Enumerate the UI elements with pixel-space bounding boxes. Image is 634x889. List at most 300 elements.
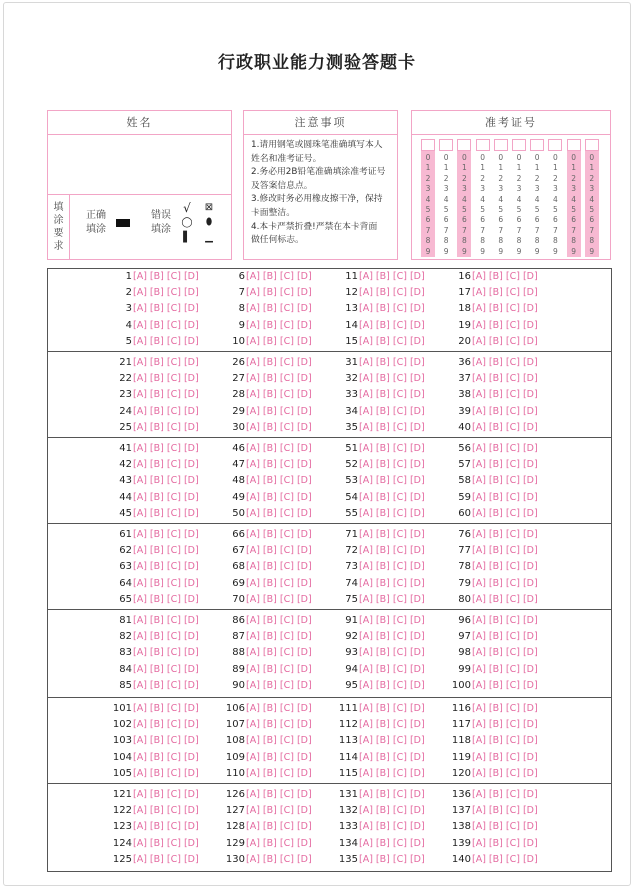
answer-options[interactable]: [A] [B] [C] [D] (359, 389, 425, 401)
name-input-area[interactable] (48, 135, 231, 195)
exam-digit-bubble[interactable]: 5 (443, 205, 449, 214)
answer-options[interactable]: [A] [B] [C] [D] (133, 679, 199, 691)
question-number: 32 (345, 373, 358, 385)
exam-digit-bubble[interactable]: 2 (480, 173, 485, 183)
question-number: 29 (232, 405, 245, 417)
exam-digit-bubble[interactable]: 8 (534, 236, 540, 246)
exam-digit-bubble[interactable]: 4 (425, 194, 431, 204)
answer-options[interactable]: [A] [B] [C] [D] (472, 287, 538, 299)
answer-options[interactable]: [A] [B] [C] [D] (472, 719, 538, 731)
answer-options[interactable]: [A] [B] [C] [D] (133, 615, 199, 626)
question-number: 119 (451, 751, 471, 763)
question-number: 10 (232, 335, 245, 347)
answer-options[interactable]: [A] [B] [C] [D] (246, 421, 312, 433)
exam-digit-column (585, 139, 599, 257)
answer-options[interactable]: [A] [B] [C] [D] (246, 821, 312, 833)
answer-options[interactable]: [A] [B] [C] [D] (472, 853, 538, 865)
exam-digit-bubble[interactable]: 4 (498, 194, 504, 204)
exam-digit-bubble[interactable]: 0 (589, 153, 595, 162)
answer-options[interactable]: [A] [B] [C] [D] (472, 529, 538, 540)
answer-options[interactable]: [A] [B] [C] [D] (246, 529, 312, 540)
exam-digit-bubble[interactable]: 3 (571, 184, 576, 194)
exam-digit-bubble[interactable]: 3 (589, 184, 595, 194)
exam-digit-bubble[interactable]: 9 (498, 246, 504, 256)
exam-digit-bubble[interactable]: 6 (462, 215, 467, 225)
answer-options[interactable]: [A] [B] [C] [D] (246, 443, 312, 454)
question-number: 134 (338, 837, 358, 849)
question-number: 116 (451, 703, 471, 714)
exam-digit-bubble[interactable]: 0 (571, 153, 576, 162)
answer-options[interactable]: [A] [B] [C] [D] (246, 767, 312, 779)
answer-options[interactable]: [A] [B] [C] [D] (133, 631, 199, 643)
answer-options[interactable]: [A] [B] [C] [D] (246, 357, 312, 368)
exam-digit-bubble[interactable]: 8 (443, 236, 449, 246)
correct-fill-mark-icon (116, 219, 130, 227)
answer-options[interactable]: [A] [B] [C] [D] (246, 545, 312, 557)
answer-options[interactable]: [A] [B] [C] [D] (246, 853, 312, 865)
exam-digit-bubble[interactable]: 1 (498, 163, 504, 173)
answer-options[interactable]: [A] [B] [C] [D] (359, 443, 425, 454)
exam-digit-bubble[interactable]: 2 (589, 173, 595, 183)
exam-digit-bubble[interactable]: 6 (443, 215, 449, 225)
answer-options[interactable]: [A] [B] [C] [D] (359, 529, 425, 540)
exam-digit-bubble[interactable]: 9 (462, 246, 467, 256)
answer-options[interactable]: [A] [B] [C] [D] (359, 459, 425, 471)
answer-options[interactable]: [A] [B] [C] [D] (359, 545, 425, 557)
answer-options[interactable]: [A] [B] [C] [D] (133, 837, 199, 849)
answer-options[interactable]: [A] [B] [C] [D] (246, 491, 312, 503)
exam-digit-bubble[interactable]: 1 (553, 163, 558, 173)
exam-digit-bubble[interactable]: 1 (443, 163, 449, 173)
answer-options[interactable]: [A] [B] [C] [D] (246, 373, 312, 385)
exam-digit-write-cell[interactable] (494, 139, 508, 151)
question-number: 8 (238, 303, 245, 315)
exam-digit-bubble[interactable]: 6 (498, 215, 504, 225)
answer-options[interactable]: [A] [B] [C] [D] (133, 735, 199, 747)
exam-digit-bubble[interactable]: 0 (516, 153, 522, 162)
question-number: 70 (232, 593, 245, 605)
question-number: 18 (458, 303, 471, 315)
exam-digit-bubble[interactable]: 9 (443, 246, 449, 256)
notes-header: 注意事项 (244, 111, 397, 135)
answer-options[interactable]: [A] [B] [C] [D] (359, 663, 425, 675)
answer-options[interactable]: [A] [B] [C] [D] (133, 529, 199, 540)
answer-options[interactable]: [A] [B] [C] [D] (359, 287, 425, 299)
answer-options[interactable]: [A] [B] [C] [D] (472, 421, 538, 433)
exam-digit-bubble[interactable]: 2 (443, 173, 449, 183)
exam-digit-bubble[interactable]: 5 (516, 205, 522, 214)
answer-options[interactable]: [A] [B] [C] [D] (246, 389, 312, 401)
answer-options[interactable]: [A] [B] [C] [D] (133, 459, 199, 471)
question-number: 93 (345, 647, 358, 659)
question-number: 15 (345, 335, 358, 347)
exam-digit-bubble[interactable]: 1 (480, 163, 485, 173)
answer-options[interactable]: [A] [B] [C] [D] (472, 615, 538, 626)
question-number: 22 (119, 373, 132, 385)
exam-digit-bubble[interactable]: 0 (443, 153, 449, 162)
exam-digit-bubble[interactable]: 3 (462, 184, 467, 194)
question-number: 40 (458, 421, 471, 433)
answer-options[interactable]: [A] [B] [C] [D] (133, 767, 199, 779)
answer-options[interactable]: [A] [B] [C] [D] (472, 789, 538, 800)
answer-options[interactable]: [A] [B] [C] [D] (246, 577, 312, 589)
answer-options[interactable]: [A] [B] [C] [D] (246, 719, 312, 731)
exam-digit-write-cell[interactable] (512, 139, 526, 151)
exam-digit-bubble[interactable]: 2 (571, 173, 576, 183)
answer-options[interactable]: [A] [B] [C] [D] (133, 287, 199, 299)
exam-digit-bubble[interactable]: 7 (498, 225, 504, 235)
exam-digit-bubble[interactable]: 3 (553, 184, 558, 194)
answer-options[interactable]: [A] [B] [C] [D] (359, 561, 425, 573)
answer-options[interactable]: [A] [B] [C] [D] (359, 703, 425, 714)
answer-options[interactable]: [A] [B] [C] [D] (359, 821, 425, 833)
answer-options[interactable]: [A] [B] [C] [D] (359, 373, 425, 385)
answer-options[interactable]: [A] [B] [C] [D] (133, 491, 199, 503)
answer-options[interactable]: [A] [B] [C] [D] (246, 751, 312, 763)
answer-options[interactable]: [A] [B] [C] [D] (246, 735, 312, 747)
answer-options[interactable]: [A] [B] [C] [D] (133, 561, 199, 573)
answer-options[interactable]: [A] [B] [C] [D] (472, 703, 538, 714)
answer-options[interactable]: [A] [B] [C] [D] (246, 561, 312, 573)
answer-options[interactable]: [A] [B] [C] [D] (472, 561, 538, 573)
exam-digit-bubble[interactable]: 3 (534, 184, 540, 194)
exam-digit-column (476, 139, 490, 257)
answer-options[interactable]: [A] [B] [C] [D] (472, 475, 538, 487)
answer-options[interactable]: [A] [B] [C] [D] (359, 615, 425, 626)
answer-options[interactable]: [A] [B] [C] [D] (472, 679, 538, 691)
question-number: 108 (225, 735, 245, 747)
answer-options[interactable]: [A] [B] [C] [D] (133, 577, 199, 589)
exam-digit-write-cell[interactable] (548, 139, 562, 151)
answer-options[interactable]: [A] [B] [C] [D] (359, 421, 425, 433)
answer-options[interactable]: [A] [B] [C] [D] (133, 853, 199, 865)
answer-options[interactable]: [A] [B] [C] [D] (472, 577, 538, 589)
exam-digit-bubble[interactable]: 7 (480, 225, 485, 235)
answer-options[interactable]: [A] [B] [C] [D] (246, 837, 312, 849)
answer-options[interactable]: [A] [B] [C] [D] (246, 647, 312, 659)
fill-label-char: 涂 (53, 215, 64, 226)
answer-options[interactable]: [A] [B] [C] [D] (359, 853, 425, 865)
answer-options[interactable]: [A] [B] [C] [D] (472, 335, 538, 347)
answer-options[interactable]: [A] [B] [C] [D] (359, 335, 425, 347)
question-number: 91 (345, 615, 358, 626)
exam-digit-bubble[interactable]: 7 (589, 225, 595, 235)
answer-options[interactable]: [A] [B] [C] [D] (472, 507, 538, 519)
answer-options[interactable]: [A] [B] [C] [D] (472, 545, 538, 557)
answer-options[interactable]: [A] [B] [C] [D] (133, 475, 199, 487)
answer-options[interactable]: [A] [B] [C] [D] (359, 271, 425, 282)
exam-digit-bubble[interactable]: 5 (425, 205, 431, 214)
question-number: 79 (458, 577, 471, 589)
exam-digit-bubble[interactable]: 1 (571, 163, 576, 173)
answer-options[interactable]: [A] [B] [C] [D] (246, 335, 312, 347)
answer-options[interactable]: [A] [B] [C] [D] (359, 507, 425, 519)
question-number: 4 (125, 319, 132, 331)
answer-options[interactable]: [A] [B] [C] [D] (472, 663, 538, 675)
exam-number-header: 准考证号 (412, 111, 610, 135)
exam-digit-write-cell[interactable] (585, 139, 599, 151)
answer-options[interactable]: [A] [B] [C] [D] (472, 373, 538, 385)
answer-options[interactable]: [A] [B] [C] [D] (472, 303, 538, 315)
question-number: 83 (119, 647, 132, 659)
answer-options[interactable]: [A] [B] [C] [D] (246, 459, 312, 471)
exam-digit-bubble[interactable]: 4 (571, 194, 576, 204)
answer-options[interactable]: [A] [B] [C] [D] (133, 271, 199, 282)
exam-digit-bubble[interactable]: 3 (425, 184, 431, 194)
exam-digit-bubble[interactable]: 5 (553, 205, 558, 214)
answer-options[interactable]: [A] [B] [C] [D] (472, 443, 538, 454)
answer-options[interactable]: [A] [B] [C] [D] (359, 789, 425, 800)
answer-options[interactable]: [A] [B] [C] [D] (246, 287, 312, 299)
exam-digit-bubble[interactable]: 4 (516, 194, 522, 204)
answer-options[interactable]: [A] [B] [C] [D] (133, 789, 199, 800)
answer-options[interactable]: [A] [B] [C] [D] (133, 545, 199, 557)
exam-digit-bubble[interactable]: 6 (425, 215, 431, 225)
exam-digit-write-cell[interactable] (567, 139, 581, 151)
answer-options[interactable]: [A] [B] [C] [D] (359, 405, 425, 417)
answer-options[interactable]: [A] [B] [C] [D] (472, 647, 538, 659)
exam-digit-bubble[interactable]: 0 (534, 153, 540, 162)
answer-options[interactable]: [A] [B] [C] [D] (359, 593, 425, 605)
exam-digit-bubble[interactable]: 8 (516, 236, 522, 246)
exam-digit-bubble[interactable]: 5 (462, 205, 467, 214)
exam-digit-bubble[interactable]: 7 (534, 225, 540, 235)
exam-digit-bubble[interactable]: 0 (425, 153, 431, 162)
question-number: 19 (458, 319, 471, 331)
answer-options[interactable]: [A] [B] [C] [D] (472, 837, 538, 849)
answer-options[interactable]: [A] [B] [C] [D] (472, 631, 538, 643)
exam-digit-bubble[interactable]: 8 (480, 236, 485, 246)
group-divider (48, 437, 611, 438)
answer-options[interactable]: [A] [B] [C] [D] (133, 703, 199, 714)
exam-digit-column (457, 139, 471, 257)
exam-digit-bubble[interactable]: 2 (425, 173, 431, 183)
answer-options[interactable]: [A] [B] [C] [D] (359, 805, 425, 817)
question-number: 9 (238, 319, 245, 331)
exam-digit-bubble[interactable]: 5 (589, 205, 595, 214)
exam-digit-bubble[interactable]: 4 (462, 194, 467, 204)
exam-digit-bubble[interactable]: 8 (462, 236, 467, 246)
question-number: 132 (338, 805, 358, 817)
exam-digit-bubble[interactable]: 1 (589, 163, 595, 173)
exam-digit-bubble[interactable]: 4 (589, 194, 595, 204)
exam-digit-bubble[interactable]: 6 (589, 215, 595, 225)
exam-digit-bubble[interactable]: 4 (480, 194, 485, 204)
answer-options[interactable]: [A] [B] [C] [D] (246, 303, 312, 315)
exam-digit-bubble[interactable]: 4 (553, 194, 558, 204)
exam-digit-bubble[interactable]: 2 (553, 173, 558, 183)
exam-digit-bubble[interactable]: 2 (498, 173, 504, 183)
exam-digit-bubble[interactable]: 5 (571, 205, 576, 214)
question-number: 64 (119, 577, 132, 589)
exam-digit-bubble[interactable]: 0 (498, 153, 504, 162)
answer-options[interactable]: [A] [B] [C] [D] (359, 837, 425, 849)
exam-digit-bubble[interactable]: 6 (480, 215, 485, 225)
exam-digit-column (439, 139, 453, 257)
answer-options[interactable]: [A] [B] [C] [D] (133, 663, 199, 675)
exam-digit-bubble[interactable]: 0 (553, 153, 558, 162)
exam-digit-bubble[interactable]: 6 (534, 215, 540, 225)
exam-digit-bubble[interactable]: 9 (425, 246, 431, 256)
exam-digit-bubble[interactable]: 8 (498, 236, 504, 246)
answer-options[interactable]: [A] [B] [C] [D] (359, 357, 425, 368)
answer-options[interactable]: [A] [B] [C] [D] (359, 679, 425, 691)
answer-options[interactable]: [A] [B] [C] [D] (246, 789, 312, 800)
question-number: 53 (345, 475, 358, 487)
answer-options[interactable]: [A] [B] [C] [D] (472, 751, 538, 763)
answer-options[interactable]: [A] [B] [C] [D] (246, 663, 312, 675)
group-divider (48, 351, 611, 352)
answer-options[interactable]: [A] [B] [C] [D] (359, 491, 425, 503)
exam-digit-bubble[interactable]: 8 (589, 236, 595, 246)
exam-digit-write-cell[interactable] (476, 139, 490, 151)
answer-options[interactable]: [A] [B] [C] [D] (359, 303, 425, 315)
exam-digit-bubble[interactable]: 7 (571, 225, 576, 235)
answer-options[interactable]: [A] [B] [C] [D] (133, 389, 199, 401)
answer-options[interactable]: [A] [B] [C] [D] (472, 319, 538, 331)
exam-digit-write-cell[interactable] (530, 139, 544, 151)
exam-digit-bubble[interactable]: 7 (443, 225, 449, 235)
answer-options[interactable]: [A] [B] [C] [D] (133, 421, 199, 433)
exam-digit-bubble[interactable]: 9 (553, 246, 558, 256)
answer-options[interactable]: [A] [B] [C] [D] (359, 719, 425, 731)
answer-options[interactable]: [A] [B] [C] [D] (472, 389, 538, 401)
answer-options[interactable]: [A] [B] [C] [D] (359, 647, 425, 659)
exam-digit-bubble[interactable]: 9 (480, 246, 485, 256)
exam-digit-bubble[interactable]: 3 (443, 184, 449, 194)
answer-options[interactable]: [A] [B] [C] [D] (133, 303, 199, 315)
exam-digit-bubble[interactable]: 1 (534, 163, 540, 173)
exam-digit-write-cell[interactable] (439, 139, 453, 151)
answer-options[interactable]: [A] [B] [C] [D] (246, 475, 312, 487)
exam-digit-bubble[interactable]: 4 (534, 194, 540, 204)
exam-digit-bubble[interactable]: 6 (516, 215, 522, 225)
exam-digit-bubble[interactable]: 3 (498, 184, 504, 194)
answer-options[interactable]: [A] [B] [C] [D] (246, 703, 312, 714)
answer-options[interactable]: [A] [B] [C] [D] (359, 475, 425, 487)
answer-options[interactable]: [A] [B] [C] [D] (133, 443, 199, 454)
answer-options[interactable]: [A] [B] [C] [D] (133, 805, 199, 817)
exam-digit-bubble[interactable]: 2 (462, 173, 467, 183)
exam-digit-bubble[interactable]: 9 (534, 246, 540, 256)
answer-options[interactable]: [A] [B] [C] [D] (359, 577, 425, 589)
exam-digit-write-cell[interactable] (421, 139, 435, 151)
exam-digit-bubble[interactable]: 7 (516, 225, 522, 235)
answer-options[interactable]: [A] [B] [C] [D] (472, 405, 538, 417)
answer-options[interactable]: [A] [B] [C] [D] (246, 631, 312, 643)
question-number: 24 (119, 405, 132, 417)
exam-digit-bubble[interactable]: 6 (571, 215, 576, 225)
exam-digit-bubble[interactable]: 8 (571, 236, 576, 246)
answer-options[interactable]: [A] [B] [C] [D] (359, 631, 425, 643)
answer-options[interactable]: [A] [B] [C] [D] (246, 615, 312, 626)
answer-options[interactable]: [A] [B] [C] [D] (133, 373, 199, 385)
exam-digit-write-cell[interactable] (457, 139, 471, 151)
exam-number-box (411, 110, 611, 260)
correct-fill-label (86, 209, 106, 237)
exam-digit-bubble[interactable]: 4 (443, 194, 449, 204)
answer-options[interactable]: [A] [B] [C] [D] (133, 821, 199, 833)
answer-options[interactable]: [A] [B] [C] [D] (472, 271, 538, 282)
question-number: 100 (451, 679, 471, 691)
answer-options[interactable]: [A] [B] [C] [D] (133, 405, 199, 417)
answer-options[interactable]: [A] [B] [C] [D] (472, 821, 538, 833)
question-number: 130 (225, 853, 245, 865)
notes-box (243, 110, 398, 260)
answer-options[interactable]: [A] [B] [C] [D] (359, 751, 425, 763)
answer-options[interactable]: [A] [B] [C] [D] (359, 767, 425, 779)
answer-options[interactable]: [A] [B] [C] [D] (472, 805, 538, 817)
answer-options[interactable]: [A] [B] [C] [D] (133, 319, 199, 331)
exam-digit-bubble[interactable]: 2 (534, 173, 540, 183)
question-number: 54 (345, 491, 358, 503)
note-line: 姓名和准考证号。 (251, 153, 322, 164)
answer-options[interactable]: [A] [B] [C] [D] (472, 593, 538, 605)
answer-options[interactable]: [A] [B] [C] [D] (133, 751, 199, 763)
question-number: 25 (119, 421, 132, 433)
exam-digit-bubble[interactable]: 7 (462, 225, 467, 235)
exam-digit-bubble[interactable]: 9 (571, 246, 576, 256)
answer-options[interactable]: [A] [B] [C] [D] (133, 335, 199, 347)
exam-digit-bubble[interactable]: 1 (462, 163, 467, 173)
answer-options[interactable]: [A] [B] [C] [D] (359, 319, 425, 331)
exam-digit-bubble[interactable]: 9 (516, 246, 522, 256)
answer-options[interactable]: [A] [B] [C] [D] (246, 271, 312, 282)
exam-digit-bubble[interactable]: 0 (480, 153, 485, 162)
exam-digit-bubble[interactable]: 5 (480, 205, 485, 214)
answer-options[interactable]: [A] [B] [C] [D] (472, 767, 538, 779)
answer-options[interactable]: [A] [B] [C] [D] (246, 679, 312, 691)
answer-options[interactable]: [A] [B] [C] [D] (133, 593, 199, 605)
exam-digit-bubble[interactable]: 1 (425, 163, 431, 173)
question-number: 7 (238, 287, 245, 299)
exam-digit-bubble[interactable]: 0 (462, 153, 467, 162)
exam-digit-bubble[interactable]: 8 (425, 236, 431, 246)
exam-digit-bubble[interactable]: 6 (553, 215, 558, 225)
answer-options[interactable]: [A] [B] [C] [D] (133, 719, 199, 731)
exam-digit-bubble[interactable]: 9 (589, 246, 595, 256)
exam-digit-bubble[interactable]: 8 (553, 236, 558, 246)
exam-digit-bubble[interactable]: 2 (516, 173, 522, 183)
answer-options[interactable]: [A] [B] [C] [D] (472, 735, 538, 747)
exam-digit-bubble[interactable]: 5 (534, 205, 540, 214)
answer-options[interactable]: [A] [B] [C] [D] (133, 507, 199, 519)
answer-options[interactable]: [A] [B] [C] [D] (472, 491, 538, 503)
answer-options[interactable]: [A] [B] [C] [D] (246, 319, 312, 331)
question-number: 77 (458, 545, 471, 557)
exam-digit-bubble[interactable]: 1 (516, 163, 522, 173)
answer-options[interactable]: [A] [B] [C] [D] (246, 593, 312, 605)
answer-options[interactable]: [A] [B] [C] [D] (133, 357, 199, 368)
answer-options[interactable]: [A] [B] [C] [D] (246, 507, 312, 519)
question-number: 99 (458, 663, 471, 675)
exam-digit-bubble[interactable]: 5 (498, 205, 504, 214)
question-number: 69 (232, 577, 245, 589)
answer-options[interactable]: [A] [B] [C] [D] (359, 735, 425, 747)
exam-digit-bubble[interactable]: 7 (425, 225, 431, 235)
answer-options[interactable]: [A] [B] [C] [D] (246, 805, 312, 817)
exam-digit-bubble[interactable]: 3 (516, 184, 522, 194)
exam-digit-bubble[interactable]: 3 (480, 184, 485, 194)
answer-options[interactable]: [A] [B] [C] [D] (133, 647, 199, 659)
exam-digit-bubble[interactable]: 7 (553, 225, 558, 235)
question-number: 61 (119, 529, 132, 540)
answer-options[interactable]: [A] [B] [C] [D] (472, 357, 538, 368)
answer-area (47, 268, 612, 872)
answer-options[interactable]: [A] [B] [C] [D] (472, 459, 538, 471)
answer-options[interactable]: [A] [B] [C] [D] (246, 405, 312, 417)
question-number: 6 (238, 271, 245, 282)
